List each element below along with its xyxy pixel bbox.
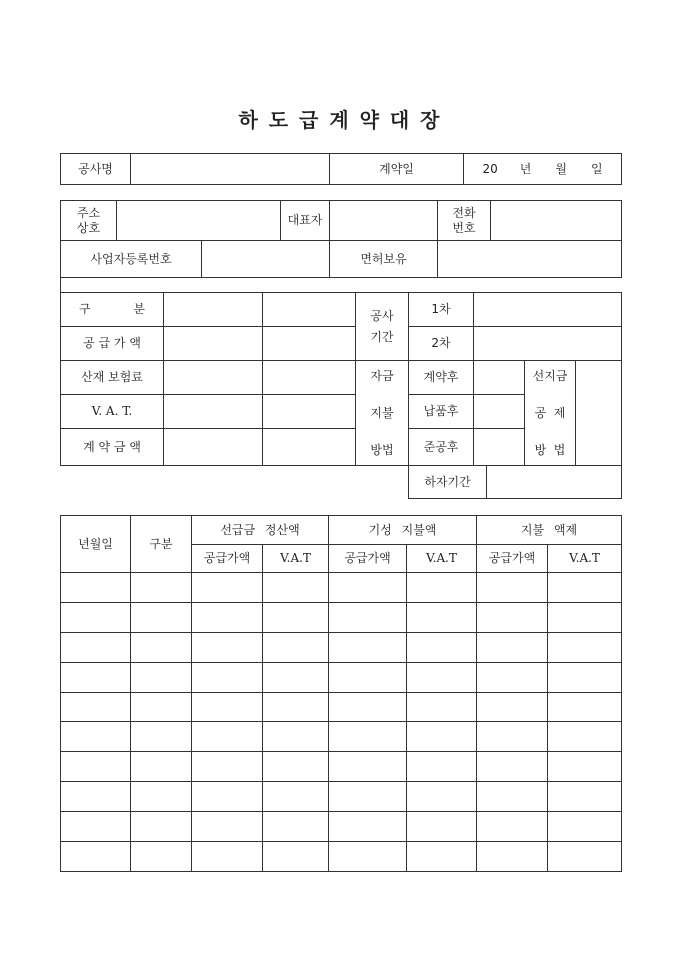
ledger-cell[interactable] <box>263 842 329 872</box>
amount-field[interactable] <box>263 327 356 361</box>
ledger-cell[interactable] <box>263 782 329 812</box>
ledger-cell[interactable] <box>407 692 477 722</box>
table-row <box>61 842 622 872</box>
sub-header: V.A.T <box>263 545 329 573</box>
ledger-cell[interactable] <box>407 662 477 692</box>
after-delivery-label: 납품후 <box>409 395 474 429</box>
ledger-cell[interactable] <box>131 842 192 872</box>
group-header: 선급금 정산액 <box>192 516 329 545</box>
ledger-cell[interactable] <box>192 782 263 812</box>
ledger-cell[interactable] <box>329 632 407 662</box>
ledger-cell[interactable] <box>477 573 548 603</box>
document-title: 하 도 급 계 약 대 장 <box>238 108 442 132</box>
ledger-cell[interactable] <box>263 602 329 632</box>
table-row <box>61 573 622 603</box>
sub-header: V.A.T <box>407 545 477 573</box>
amount-field[interactable] <box>263 361 356 395</box>
contract-date-field[interactable]: 20 년 월 일 <box>464 154 622 185</box>
ledger-cell[interactable] <box>477 812 548 842</box>
ledger-cell[interactable] <box>131 573 192 603</box>
ledger-cell[interactable] <box>263 573 329 603</box>
ledger-cell[interactable] <box>329 812 407 842</box>
ledger-cell[interactable] <box>263 692 329 722</box>
group-header: 기성 지불액 <box>329 516 477 545</box>
ledger-cell[interactable] <box>192 692 263 722</box>
ledger-cell[interactable] <box>548 632 622 662</box>
group-header: 지불 액제 <box>477 516 622 545</box>
after-delivery-field[interactable] <box>474 395 525 429</box>
address-field[interactable] <box>117 201 281 241</box>
phone-field[interactable] <box>491 201 622 241</box>
ledger-cell[interactable] <box>407 812 477 842</box>
ledger-cell[interactable] <box>192 632 263 662</box>
ledger-cell[interactable] <box>61 692 131 722</box>
table-row <box>61 812 622 842</box>
ledger-cell[interactable] <box>477 782 548 812</box>
table-row <box>61 662 622 692</box>
ledger-cell[interactable] <box>329 692 407 722</box>
representative-label: 대표자 <box>281 201 330 241</box>
company-info-table <box>60 200 622 278</box>
supply-amount-label: 공 급 가 액 <box>61 327 164 361</box>
ledger-cell[interactable] <box>407 842 477 872</box>
ledger-cell[interactable] <box>329 782 407 812</box>
business-reg-field[interactable] <box>202 241 330 278</box>
vat-label: V. A. T. <box>61 395 164 429</box>
ledger-cell[interactable] <box>263 632 329 662</box>
ledger-cell[interactable] <box>477 602 548 632</box>
after-contract-field[interactable] <box>474 361 525 395</box>
ledger-cell[interactable] <box>61 752 131 782</box>
ledger-cell[interactable] <box>548 573 622 603</box>
ledger-cell[interactable] <box>548 782 622 812</box>
ledger-cell[interactable] <box>477 842 548 872</box>
ledger-cell[interactable] <box>329 602 407 632</box>
ledger-cell[interactable] <box>61 602 131 632</box>
ledger-cell[interactable] <box>548 662 622 692</box>
table-row <box>61 602 622 632</box>
contract-amount-label: 계 약 금 액 <box>61 429 164 466</box>
phone-label: 전화 번호 <box>438 201 491 241</box>
ledger-cell[interactable] <box>61 782 131 812</box>
amount-field[interactable] <box>164 429 263 466</box>
ledger-cell[interactable] <box>263 662 329 692</box>
ledger-cell[interactable] <box>548 722 622 752</box>
date-header: 년월일 <box>61 516 131 573</box>
insurance-label: 산재 보험료 <box>61 361 164 395</box>
ledger-cell[interactable] <box>329 842 407 872</box>
ledger-cell[interactable] <box>407 722 477 752</box>
ledger-cell[interactable] <box>548 752 622 782</box>
project-name-field[interactable] <box>131 154 330 185</box>
ledger-cell[interactable] <box>329 573 407 603</box>
amount-field[interactable] <box>164 361 263 395</box>
blank-area <box>61 466 409 499</box>
sub-header: V.A.T <box>548 545 622 573</box>
business-reg-label: 사업자등록번호 <box>61 241 202 278</box>
ledger-cell[interactable] <box>477 752 548 782</box>
ledger-cell[interactable] <box>131 812 192 842</box>
ledger-cell[interactable] <box>61 573 131 603</box>
address-label: 주소 상호 <box>61 201 117 241</box>
ledger-cell[interactable] <box>192 662 263 692</box>
ledger-cell[interactable] <box>263 722 329 752</box>
divider <box>60 277 61 292</box>
ledger-cell[interactable] <box>263 752 329 782</box>
ledger-cell[interactable] <box>548 602 622 632</box>
amount-field[interactable] <box>263 293 356 327</box>
amount-field[interactable] <box>164 395 263 429</box>
ledger-cell[interactable] <box>131 722 192 752</box>
ledger-cell[interactable] <box>131 602 192 632</box>
ledger-cell[interactable] <box>477 722 548 752</box>
first-period-field[interactable] <box>474 293 622 327</box>
second-period-field[interactable] <box>474 327 622 361</box>
ledger-cell[interactable] <box>131 782 192 812</box>
table-row <box>61 722 622 752</box>
project-name-label: 공사명 <box>61 154 131 185</box>
ledger-cell[interactable] <box>192 573 263 603</box>
advance-deduction-label: 선지금 공 제 방 법 <box>525 361 576 466</box>
payment-method-label: 자금 지불 방법 <box>356 361 409 466</box>
payment-ledger-table <box>60 515 622 872</box>
ledger-cell[interactable] <box>192 842 263 872</box>
amount-field[interactable] <box>263 429 356 466</box>
amount-field[interactable] <box>164 293 263 327</box>
ledger-cell[interactable] <box>407 573 477 603</box>
category-label: 구 분 <box>61 293 164 327</box>
warranty-label: 하자기간 <box>409 466 487 499</box>
ledger-cell[interactable] <box>263 812 329 842</box>
ledger-cell[interactable] <box>407 632 477 662</box>
ledger-cell[interactable] <box>192 812 263 842</box>
ledger-cell[interactable] <box>61 662 131 692</box>
period-label: 공사 기간 <box>356 293 409 361</box>
ledger-cell[interactable] <box>131 632 192 662</box>
ledger-cell[interactable] <box>131 692 192 722</box>
ledger-cell[interactable] <box>477 632 548 662</box>
ledger-cell[interactable] <box>329 662 407 692</box>
after-completion-label: 준공후 <box>409 429 474 466</box>
ledger-cell[interactable] <box>548 812 622 842</box>
table-row <box>61 632 622 662</box>
warranty-field[interactable] <box>487 466 622 499</box>
ledger-cell[interactable] <box>407 752 477 782</box>
ledger-cell[interactable] <box>192 752 263 782</box>
ledger-cell[interactable] <box>192 722 263 752</box>
second-period-label: 2차 <box>409 327 474 361</box>
license-label: 면허보유 <box>330 241 438 278</box>
ledger-cell[interactable] <box>131 752 192 782</box>
ledger-cell[interactable] <box>407 602 477 632</box>
first-period-label: 1차 <box>409 293 474 327</box>
ledger-cell[interactable] <box>131 662 192 692</box>
table-row <box>61 752 622 782</box>
after-contract-label: 계약후 <box>409 361 474 395</box>
ledger-cell[interactable] <box>548 692 622 722</box>
table-row <box>61 782 622 812</box>
contract-amount-table <box>60 292 622 499</box>
amount-field[interactable] <box>164 327 263 361</box>
ledger-cell[interactable] <box>329 752 407 782</box>
ledger-cell[interactable] <box>61 842 131 872</box>
ledger-cell[interactable] <box>407 782 477 812</box>
ledger-cell[interactable] <box>61 812 131 842</box>
representative-field[interactable] <box>330 201 438 241</box>
advance-deduction-field[interactable] <box>576 361 622 466</box>
sub-header: 공급가액 <box>192 545 263 573</box>
ledger-cell[interactable] <box>477 692 548 722</box>
amount-field[interactable] <box>263 395 356 429</box>
ledger-cell[interactable] <box>548 842 622 872</box>
ledger-cell[interactable] <box>61 632 131 662</box>
ledger-cell[interactable] <box>477 662 548 692</box>
sub-header: 공급가액 <box>477 545 548 573</box>
contract-date-label: 계약일 <box>330 154 464 185</box>
after-completion-field[interactable] <box>474 429 525 466</box>
category-header: 구분 <box>131 516 192 573</box>
ledger-cell[interactable] <box>61 722 131 752</box>
project-info-table <box>60 153 622 185</box>
ledger-cell[interactable] <box>192 602 263 632</box>
table-row <box>61 692 622 722</box>
ledger-cell[interactable] <box>329 722 407 752</box>
license-field[interactable] <box>438 241 622 278</box>
sub-header: 공급가액 <box>329 545 407 573</box>
